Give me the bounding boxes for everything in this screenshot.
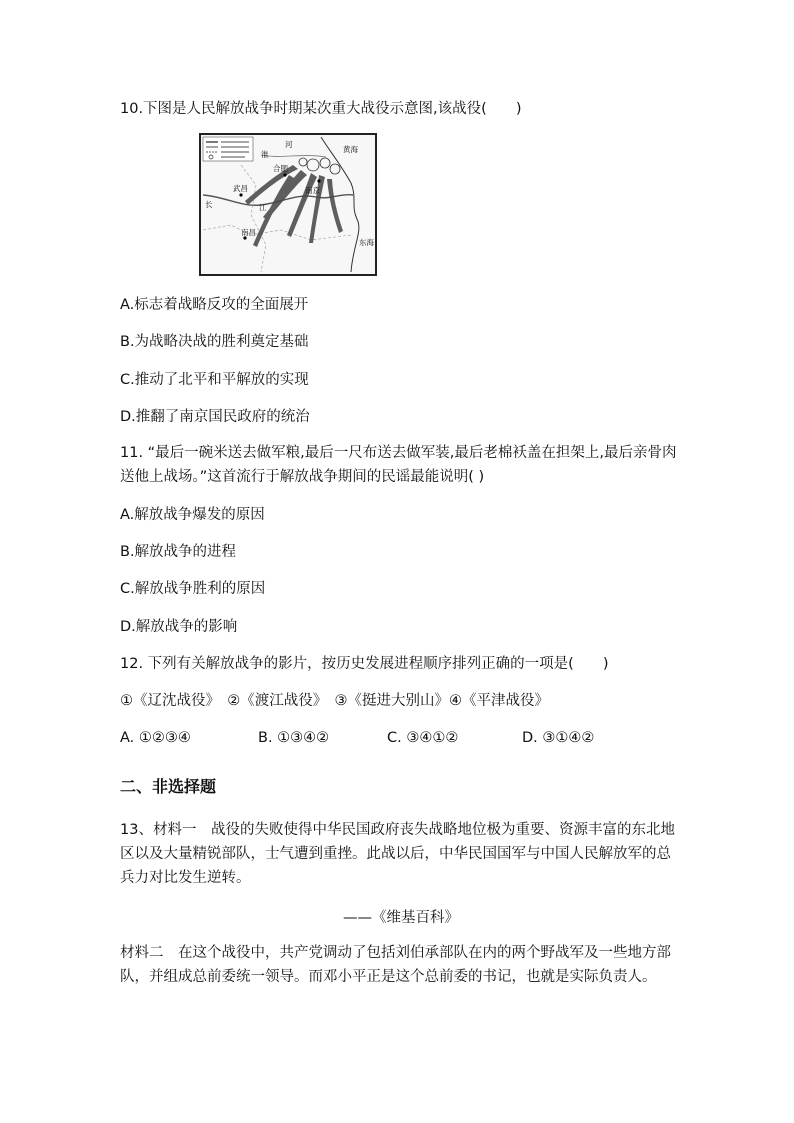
defense-cluster — [299, 158, 340, 174]
province-border — [241, 165, 266, 272]
question-11-option-d: D.解放战争的影响 — [120, 619, 238, 635]
question-12-option-a: A. ①②③④ — [120, 730, 191, 746]
question-13-material-2: 材料二 在这个战役中，共产党调动了包括刘伯承部队在内的两个野战军及一些地方部队，并组成总前委统一领导。而邓小平正是这个总前委的书记，也就是实际负责人。 — [120, 945, 671, 985]
question-13-material-1: 13、材料一 战役的失败使得中华民国政府丧失战略地位极为重要、资源丰富的东北地区以及大量精锐部队，士气遭到重挫。此战以后，中华民国国军与中国人民解放军的总兵力对比发生逆转。 — [120, 822, 675, 886]
question-13-source-1: ——《维基百科》 — [343, 910, 459, 926]
label-huai: 淮 — [261, 150, 269, 159]
question-10-option-b: B.为战略决战的胜利奠定基础 — [120, 334, 309, 350]
label-jiang: 江 — [259, 203, 267, 212]
question-10-option-d: D.推翻了南京国民政府的统治 — [120, 409, 310, 425]
question-12-option-d: D. ③①④② — [522, 730, 595, 746]
question-10-stem: 10.下图是人民解放战争时期某次重大战役示意图,该战役( ) — [120, 101, 522, 117]
label-nanchang: 南昌 — [241, 228, 256, 237]
question-12-stem: 12. 下列有关解放战争的影片，按历史发展进程顺序排列正确的一项是( ) — [120, 656, 609, 672]
map-legend — [203, 137, 253, 161]
question-10-option-c: C.推动了北平和平解放的实现 — [120, 372, 309, 388]
label-he: 河 — [285, 140, 293, 149]
question-11-option-b: B.解放战争的进程 — [120, 544, 237, 560]
question-12-option-c: C. ③④①② — [387, 730, 459, 746]
city-marker — [283, 173, 286, 176]
huai-river — [261, 155, 326, 157]
label-chang: 长 — [205, 200, 213, 209]
question-12-option-b: B. ①③④② — [258, 730, 330, 746]
question-11-option-c: C.解放战争胜利的原因 — [120, 581, 266, 597]
label-nanjing: 南京 — [305, 186, 320, 195]
label-wuchang: 武昌 — [233, 184, 248, 193]
question-11-stem: 11. “最后一碗米送去做军粮,最后一尺布送去做军装,最后老棉袄盖在担架上,最后亲骨肉送他上战场。”这首流行于解放战争期间的民谣最能说明( ) — [120, 445, 677, 485]
section-2-title: 二、非选择题 — [120, 777, 217, 796]
campaign-map — [199, 133, 377, 276]
label-huanghai: 黄海 — [343, 145, 358, 154]
city-marker — [239, 193, 242, 196]
question-12-films: ①《辽沈战役》 ②《渡江战役》 ③《挺进大别山》④《平津战役》 — [120, 693, 549, 709]
question-10-option-a: A.标志着战略反攻的全面展开 — [120, 297, 309, 313]
city-marker — [317, 179, 320, 182]
question-11-option-a: A.解放战争爆发的原因 — [120, 507, 265, 523]
campaign-map-drawing — [201, 135, 375, 274]
coastline — [321, 137, 359, 272]
label-donghai: 东海 — [359, 238, 374, 247]
province-border — [203, 225, 351, 240]
label-hefei: 合肥 — [273, 164, 288, 173]
